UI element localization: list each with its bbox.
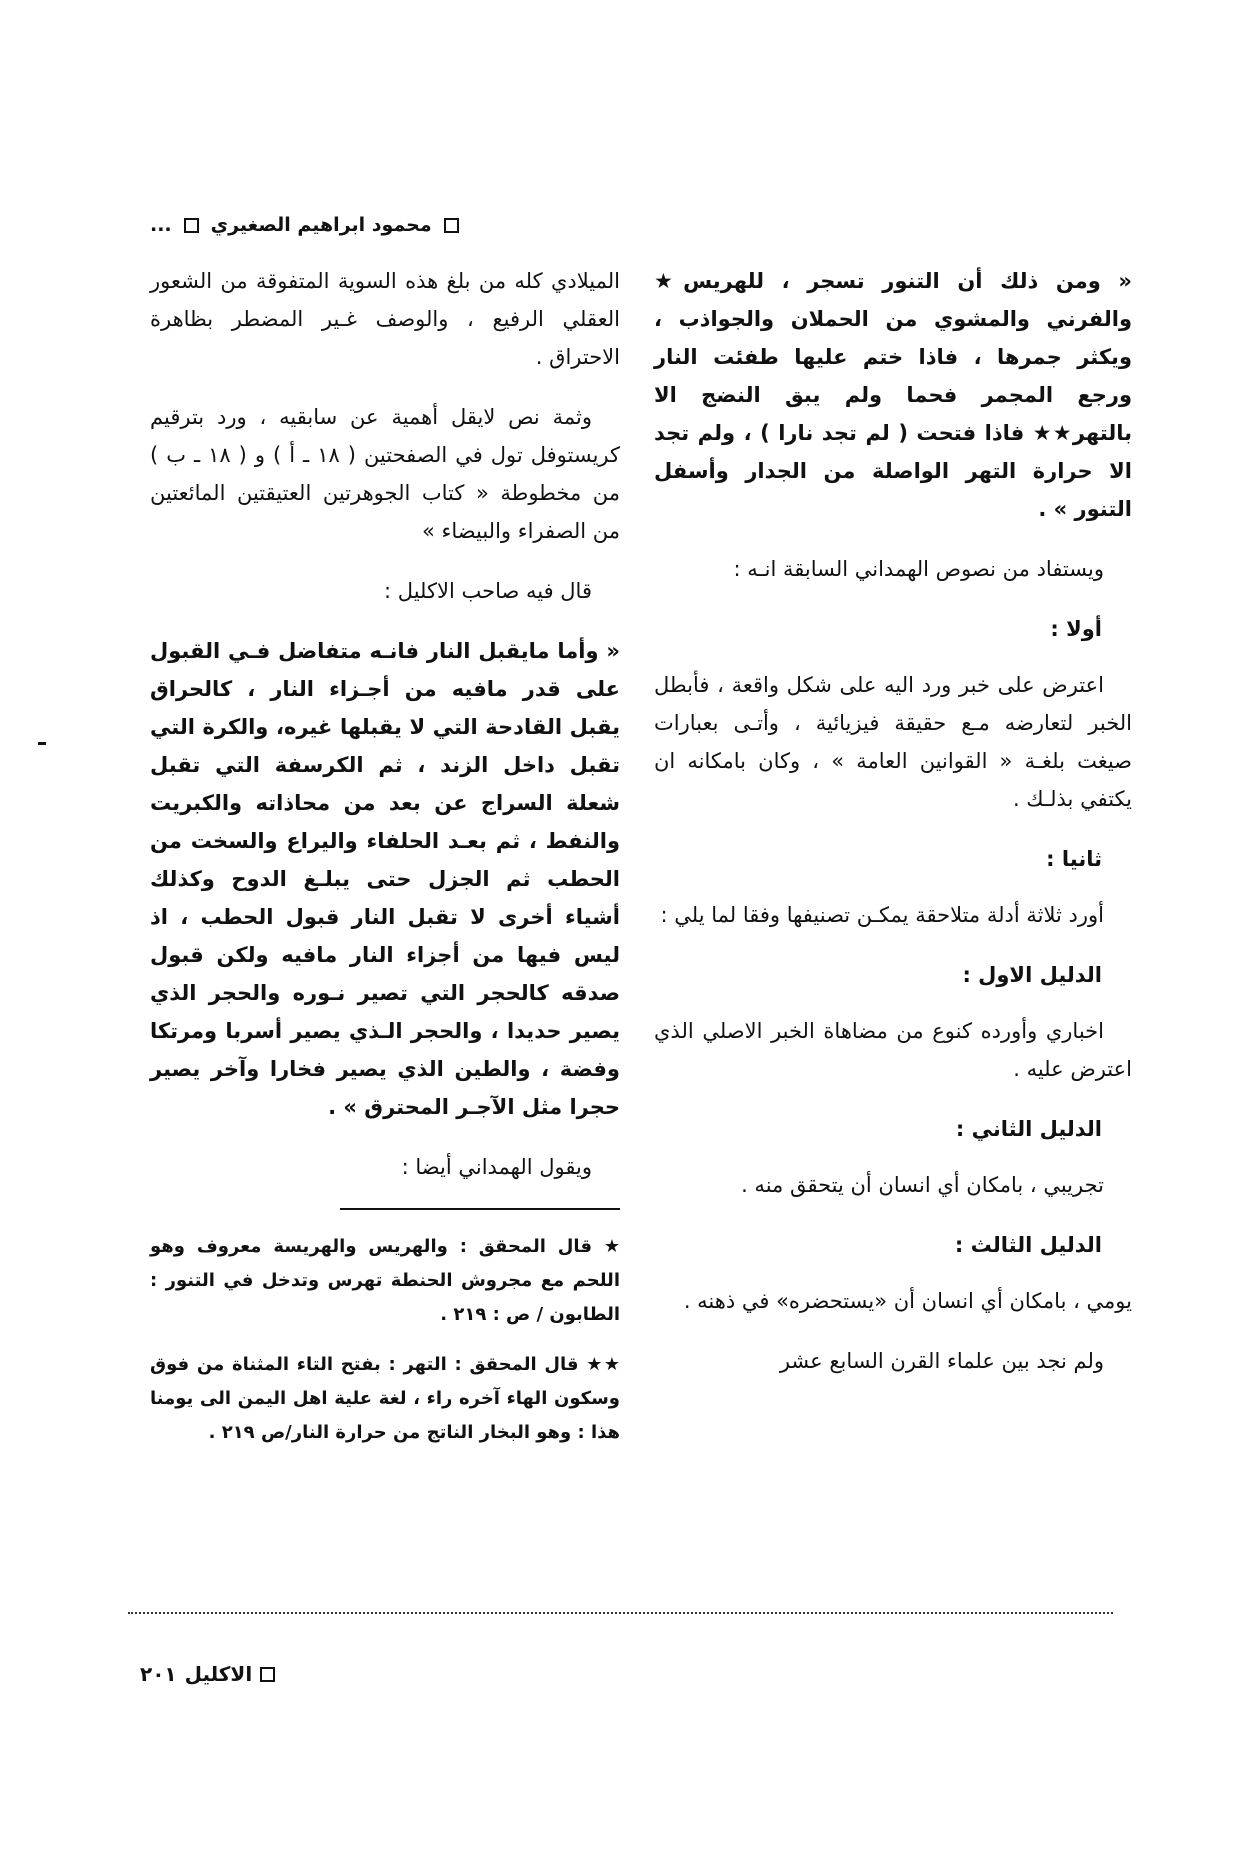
- section-heading: الدليل الثاني :: [955, 1117, 1102, 1141]
- running-header: [150, 208, 1110, 242]
- header-square-icon: [184, 218, 199, 233]
- paragraph: يومي ، بامكان أي انسان أن «يستحضره» في ذهنه .: [683, 1289, 1132, 1313]
- paragraph: اخباري وأورده كنوع من مضاهاة الخبر الاصلي الذي اعترض عليه .: [654, 1019, 1132, 1081]
- page-footer: [140, 1662, 275, 1686]
- footer-square-icon: [260, 1667, 275, 1682]
- section-heading: الدليل الثالث :: [954, 1233, 1102, 1257]
- footnote: ★ قال المحقق : والهريس والهريسة معروف وهو اللحم مع مجروش الحنطة تهرس وتدخل في التنور : الطابون / ص : ٢١٩ .: [150, 1236, 620, 1325]
- right-column: [654, 262, 1132, 1402]
- paragraph: ويستفاد من نصوص الهمداني السابقة انـه :: [733, 557, 1104, 581]
- paragraph: اعترض على خبر ورد اليه على شكل واقعة ، فأبطل الخبر لتعارضه مـع حقيقة فيزيائية ، وأتـى بعبارات صيغت بلغـة « القوانين العامة » ، وكان بامكانه ان يكتفي بذلـك .: [654, 673, 1132, 811]
- header-author: محمود ابراهيم الصغيري: [210, 214, 432, 236]
- quote-paragraph: « ومن ذلك أن التنور تسجر ، للهريس★ والفرني والمشوي من الحملان والجواذب ، ويكثر جمرها ، فاذا ختم عليها طفئت النار ورجع المجمر فحما ولم يبق النضج الا بالتهر★★ فاذا فتحت ( لم تجد نارا ) ، ولم تجد الا حرارة التهر الواصلة من الجدار وأسفل التنور » .: [654, 269, 1132, 521]
- paragraph: ولم نجد بين علماء القرن السابع عشر: [779, 1349, 1104, 1373]
- paragraph: ويقول الهمداني أيضا :: [401, 1155, 592, 1179]
- page-number: ٢٠١: [140, 1662, 177, 1686]
- bottom-divider: [128, 1612, 1113, 1614]
- section-heading: الدليل الاول :: [962, 963, 1102, 987]
- paragraph: وثمة نص لايقل أهمية عن سابقيه ، ورد بترقيم كريستوفل تول في الصفحتين ( ١٨ ـ أ ) و ( ١٨ ـ ب ) من مخطوطة « كتاب الجوهرتين العتيقتين المائعتين من الصفراء والبيضاء »: [150, 405, 620, 543]
- left-column: [150, 262, 620, 1466]
- paragraph: قال فيه صاحب الاكليل :: [384, 579, 592, 603]
- footer-journal: الاكليل: [184, 1662, 253, 1686]
- quote-paragraph: « وأما مايقبل النار فانـه متفاضل فـي القبول على قدر مافيه من أجـزاء النار ، كالحراق يقبل القادحة التي لا يقبلها غيره، والكرة التي تقبل داخل الزند ، ثم الكرسفة التي تقبل شعلة السراج عن بعد من محاذاته والكبريت والنفط ، ثم بعـد الحلفاء واليراع والسخت من الحطب ثم الجزل حتى يبلـغ الدوح وكذلك أشياء أخرى لا تقبل النار قبول الحطب ، اذ ليس فيها من أجزاء النار مافيه ولكن قبول صدقه كالحجر التي تصير نـوره والحجر الذي يصير حديدا ، والحجر الـذي يصير أسربا ومرتكا وفضة ، والطين الذي يصير فخارا وآخر يصير حجرا مثل الآجـر المحترق » .: [150, 639, 620, 1119]
- footnote: ★★ قال المحقق : التهر : بفتح التاء المثناة من فوق وسكون الهاء آخره راء ، لغة علية اهل اليمن الى يومنا هذا : وهو البخار الناتج من حرارة النار/ص ٢١٩ .: [150, 1354, 620, 1443]
- section-heading: ثانيا :: [1046, 847, 1102, 871]
- header-square-icon: [444, 218, 459, 233]
- paragraph: أورد ثلاثة أدلة متلاحقة يمكـن تصنيفها وفقا لما يلي :: [660, 903, 1104, 927]
- paragraph: تجريبي ، بامكان أي انسان أن يتحقق منه .: [741, 1173, 1104, 1197]
- footnote-divider: [340, 1208, 620, 1210]
- paragraph: الميلادي كله من بلغ هذه السوية المتفوقة من الشعور العقلي الرفيع ، والوصف غـير المضطر بظاهرة الاحتراق .: [150, 269, 620, 369]
- header-ellipsis: ...: [150, 214, 172, 236]
- section-heading: أولا :: [1050, 617, 1102, 641]
- margin-mark: [38, 742, 46, 745]
